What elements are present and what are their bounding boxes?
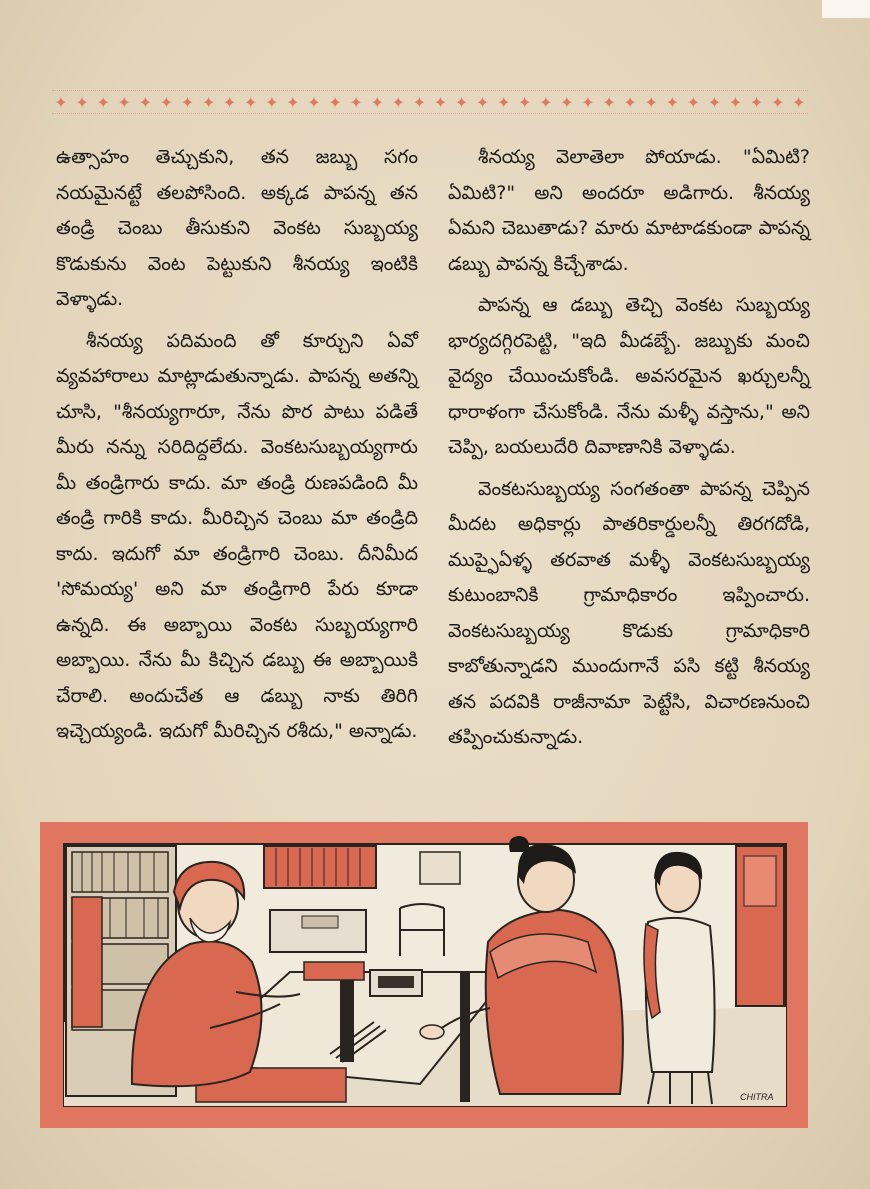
- border-star-icon: ✦: [391, 92, 405, 112]
- border-star-icon: ✦: [539, 92, 553, 112]
- border-star-icon: ✦: [792, 92, 806, 112]
- border-star-icon: ✦: [475, 92, 490, 112]
- border-star-icon: ✦: [433, 92, 448, 112]
- artist-signature: CHITRA: [740, 1092, 774, 1102]
- border-star-icon: ✦: [244, 92, 258, 112]
- left-column: [56, 140, 418, 756]
- calendar: [420, 852, 460, 884]
- illustration-drawing: [40, 822, 808, 1128]
- border-star-icon: ✦: [623, 92, 637, 112]
- border-star-icon: ✦: [496, 92, 511, 112]
- border-star-icon: ✦: [728, 92, 743, 112]
- border-star-icon: ✦: [180, 92, 195, 112]
- border-star-icon: ✦: [412, 92, 427, 112]
- border-star-icon: ✦: [581, 92, 595, 112]
- border-star-icon: ✦: [265, 92, 279, 112]
- border-star-icon: ✦: [286, 92, 300, 112]
- border-star-icon: ✦: [770, 92, 785, 112]
- window: [264, 846, 376, 888]
- border-star-icon: ✦: [138, 92, 153, 112]
- border-star-icon: ✦: [686, 92, 701, 112]
- border-star-icon: ✦: [159, 92, 174, 112]
- story-illustration: [40, 822, 808, 1128]
- border-star-icon: ✦: [602, 92, 616, 112]
- border-star-icon: ✦: [518, 92, 532, 112]
- paragraph: ఉత్సాహం తెచ్చుకుని, తన జబ్బు సగం నయమైనట్టే తలపోసింది. అక్కడ పాపన్న తన తండ్రి చెంబు తీసుకుని వెంకట సుబ్బయ్య కొడుకును వెంట పెట్టుకుని శీనయ్య ఇంటికి వెళ్ళాడు.: [56, 146, 418, 310]
- border-star-icon: ✦: [370, 92, 384, 112]
- right-column: [448, 140, 810, 762]
- border-star-icon: ✦: [707, 92, 722, 112]
- border-star-icon: ✦: [665, 92, 679, 112]
- border-star-icon: ✦: [349, 92, 363, 112]
- border-star-icon: ✦: [54, 92, 68, 112]
- paragraph: శీనయ్య వెలాతెలా పోయాడు. "ఏమిటి? ఏమిటి?" అని అందరూ అడిగారు. శీనయ్య ఏమని చెబుతాడు? మారు మాటాడకుండా పాపన్న డబ్బు పాపన్న కిచ్చేశాడు.: [448, 146, 810, 275]
- border-star-icon: ✦: [560, 92, 574, 112]
- paragraph: పాపన్న ఆ డబ్బు తెచ్చి వెంకట సుబ్బయ్య భార్యదగ్గిరపెట్టి, "ఇది మీడబ్బే. జబ్బుకు మంచి వైద్యం చేయించుకోండి. అవసరమైన ఖర్చులన్నీ ధారాళంగా చేసుకోండి. నేను మళ్ళీ వస్తాను," అని చెప్పి, బయలుదేరి దివాణానికి వెళ్ళాడు.: [448, 294, 810, 458]
- paragraph: వెంకటసుబ్బయ్య సంగతంతా పాపన్న చెప్పిన మీదట అధికార్లు పాతరికార్డులన్నీ తిరగదోడి, ముప్ఫైఏళ్ళ తరవాత మళ్ళీ వెంకటసుబ్బయ్య కుటుంబానికి గ్రామాధికారం ఇప్పించారు. వెంకటసుబ్బయ్య కొడుకు గ్రామాధికారి కాబోతున్నాడని ముందుగానే పసి కట్టి శీనయ్య తన పదవికి రాజీనామా పెట్టేసి, విచారణనుంచి తప్పించుకున్నాడు.: [448, 477, 810, 748]
- border-star-icon: ✦: [454, 92, 469, 112]
- border-star-icon: ✦: [117, 92, 131, 112]
- paragraph: శీనయ్య పదిమంది తో కూర్చుని ఏవో వ్యవహారాలు మాట్లాడుతున్నాడు. పాపన్న అతన్ని చూసి, "శీనయ్యగారూ, నేను పొర పాటు పడితే మీరు నన్ను సరిదిద్దలేదు. వెంకటసుబ్బయ్యగారు మీ తండ్రిగారు కాదు. మా తండ్రి రుణపడింది మీ తండ్రి గారికి కాదు. మీరిచ్చిన చెంబు మా తండ్రిది కాదు. ఇదుగో మా తండ్రిగారి చెంబు. దీనిమీద 'సోమయ్య' అని మా తండ్రిగారి పేరు కూడా ఉన్నది. ఈ అబ్బాయి వెంకట సుబ్బయ్యగారి అబ్బాయి. నేను మీ కిచ్చిన డబ్బు ఈ అబ్బాయికి చేరాలి. అందుచేత ఆ డబ్బు నాకు తిరిగి ఇచ్చెయ్యండి. ఇదుగో మీరిచ్చిన రశీదు," అన్నాడు.: [56, 329, 418, 742]
- cash-box: [270, 910, 366, 952]
- page-corner: [822, 0, 870, 18]
- decorative-border: [52, 90, 808, 114]
- border-star-icon: ✦: [222, 92, 237, 112]
- border-star-icon: ✦: [75, 92, 89, 112]
- border-star-icon: ✦: [96, 92, 110, 112]
- border-star-icon: ✦: [749, 92, 764, 112]
- border-star-icon: ✦: [644, 92, 658, 112]
- border-star-icon: ✦: [201, 92, 216, 112]
- border-star-icon: ✦: [307, 92, 321, 112]
- border-star-icon: ✦: [328, 92, 342, 112]
